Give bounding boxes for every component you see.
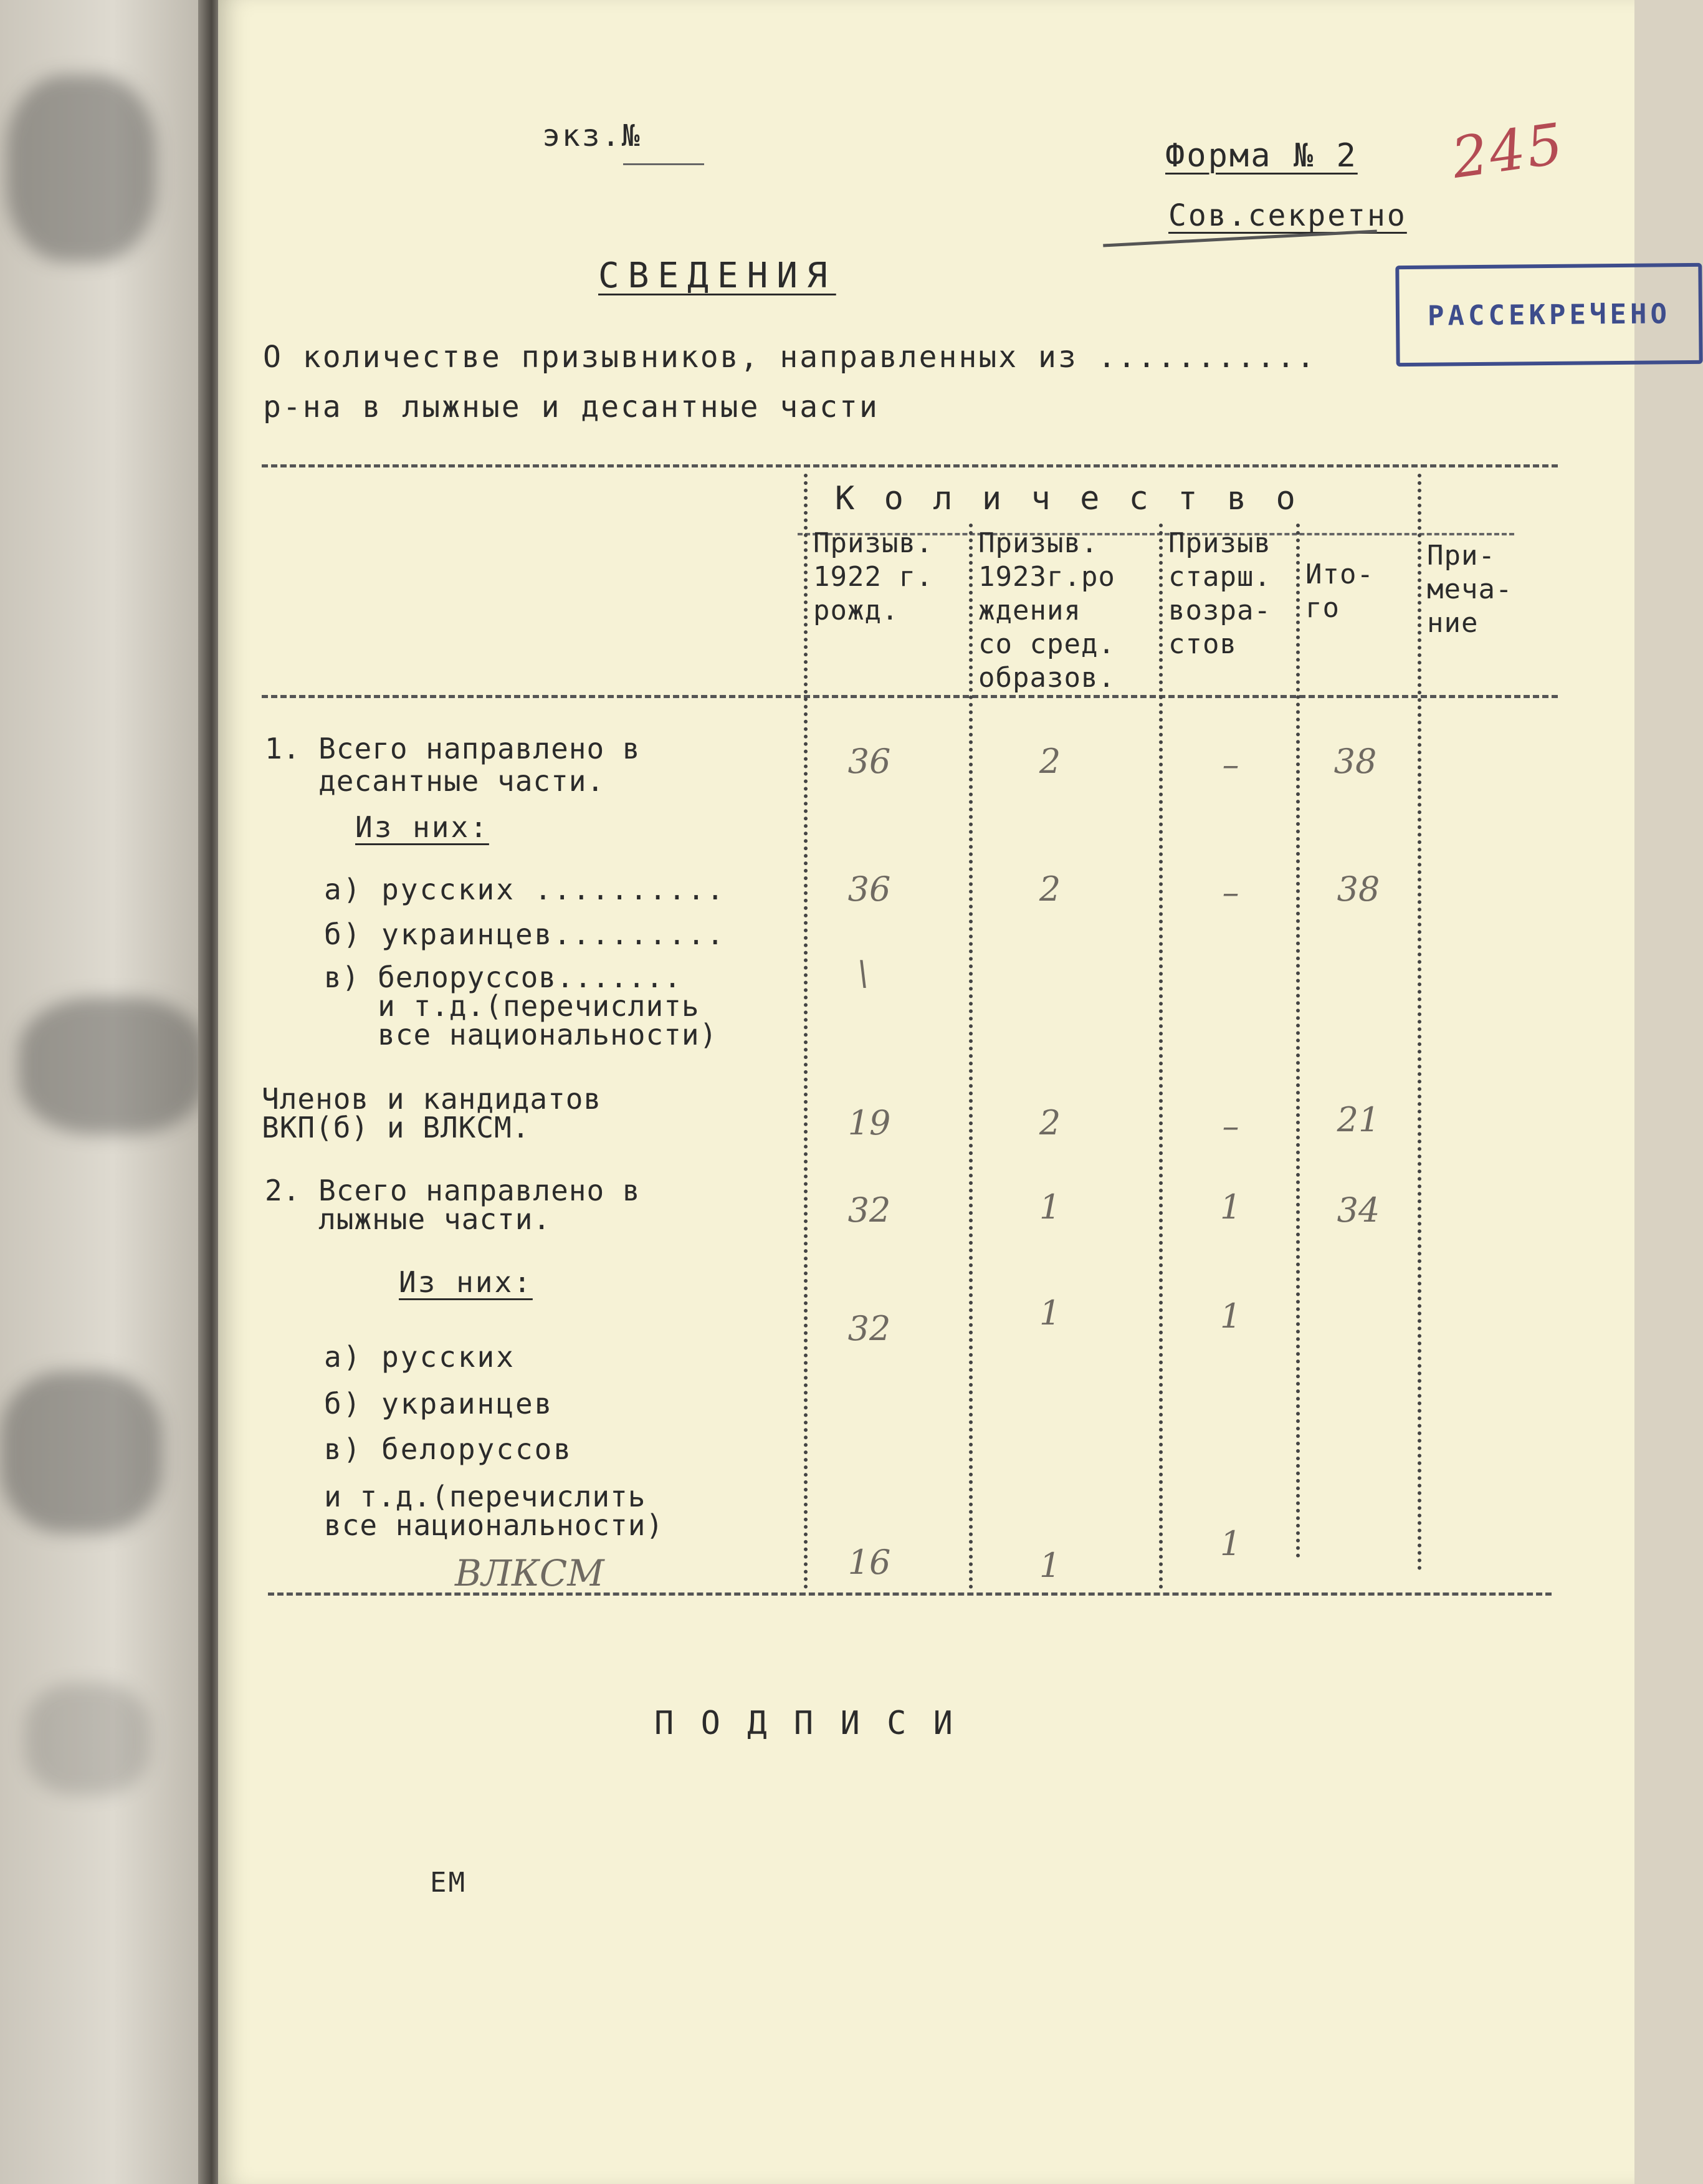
row-label-landing-total: 1. Всего направлено в десантные части. (265, 732, 641, 798)
cell-landing-1922: 36 (847, 742, 891, 781)
cell-belarusians1-1922: \ (857, 954, 869, 993)
subtitle-line-1: О количестве призывников, направленных из ........... (263, 340, 1317, 375)
cell-russians1-1923: 2 (1039, 869, 1061, 909)
subtitle-line-2: р-на в лыжные и десантные части (263, 390, 879, 424)
group-header: К о л и ч е с т в о (835, 480, 1300, 517)
cell-vlksm-1923: 1 (1039, 1546, 1061, 1585)
row-label-russians-1: а) русских .......... (324, 873, 726, 906)
column-header-1922: Призыв. 1922 г. рожд. (813, 527, 933, 626)
row-label-of-them-1: Из них: (355, 810, 489, 844)
row-label-vlksm: ВЛКСМ (455, 1552, 604, 1594)
row-label-ski-total: 2. Всего направлено в лыжные части. (265, 1174, 641, 1236)
document-title: СВЕДЕНИЯ (598, 256, 836, 296)
cell-party-total: 21 (1337, 1100, 1380, 1139)
row-label-belarusians-1: в) белоруссов....... и т.д.(перечислить все национальности) (324, 960, 718, 1051)
classification-label: Сов.секретно (1168, 198, 1407, 233)
column-divider-2 (969, 524, 973, 1589)
cell-ski-of-them-1923: 1 (1039, 1293, 1061, 1333)
left-facing-page (0, 0, 206, 2184)
row-label-russians-2: а) русских (324, 1340, 515, 1374)
row-label-ukrainians-2: б) украинцев (324, 1387, 554, 1420)
cell-vlksm-1922: 16 (847, 1543, 891, 1582)
cell-landing-total: 38 (1333, 742, 1377, 781)
cell-ski-older: 1 (1219, 1187, 1242, 1227)
column-divider-4 (1296, 524, 1300, 1558)
row-label-of-them-2: Из них: (399, 1265, 533, 1299)
cell-party-older: – (1222, 1106, 1239, 1146)
cell-party-1923: 2 (1039, 1103, 1061, 1142)
cell-russians1-older: – (1222, 873, 1239, 912)
row-label-party-members: Членов и кандидатов ВКП(б) и ВЛКСМ. (262, 1082, 602, 1144)
column-header-1923: Призыв. 1923г.ро ждения со сред. образов. (978, 527, 1115, 694)
copy-number-line (623, 163, 704, 165)
column-divider-5 (1418, 474, 1421, 1571)
document-page (218, 0, 1671, 2184)
form-label: Форма № 2 (1165, 137, 1358, 175)
cell-ski-of-them-1922: 32 (847, 1309, 891, 1348)
column-divider-1 (804, 474, 808, 1589)
cell-party-1922: 19 (847, 1103, 891, 1142)
cell-vlksm-older: 1 (1219, 1524, 1242, 1563)
binding-spine (198, 0, 221, 2184)
row-label-etc-2: и т.д.(перечислить все национальности) (324, 1480, 664, 1542)
declassified-stamp: РАССЕКРЕЧЕНО (1395, 263, 1702, 366)
row-label-belarusians-2: в) белоруссов (324, 1432, 573, 1466)
initials: ЕМ (430, 1867, 467, 1899)
column-divider-3 (1159, 524, 1163, 1589)
cell-landing-older: – (1222, 745, 1239, 784)
column-header-total: Ито- го (1305, 558, 1374, 624)
signatures-label: П О Д П И С И (654, 1705, 956, 1742)
cell-ski-1922: 32 (847, 1190, 891, 1230)
copy-label: экз.№ (542, 118, 642, 153)
cell-ski-1923: 1 (1039, 1187, 1061, 1227)
row-label-ukrainians-1: б) украинцев......... (324, 917, 726, 951)
cell-russians1-1922: 36 (847, 869, 891, 909)
column-header-older: Призыв старш. возра- стов (1168, 527, 1271, 660)
cell-ski-of-them-older: 1 (1219, 1296, 1242, 1336)
table-top-rule (262, 464, 1558, 467)
cell-ski-total: 34 (1337, 1190, 1380, 1230)
cell-russians1-total: 38 (1337, 869, 1380, 909)
column-header-notes: При- меча- ние (1427, 540, 1513, 639)
cell-landing-1923: 2 (1039, 742, 1061, 781)
archive-number: 245 (1448, 110, 1569, 192)
table-header-rule (262, 695, 1558, 698)
